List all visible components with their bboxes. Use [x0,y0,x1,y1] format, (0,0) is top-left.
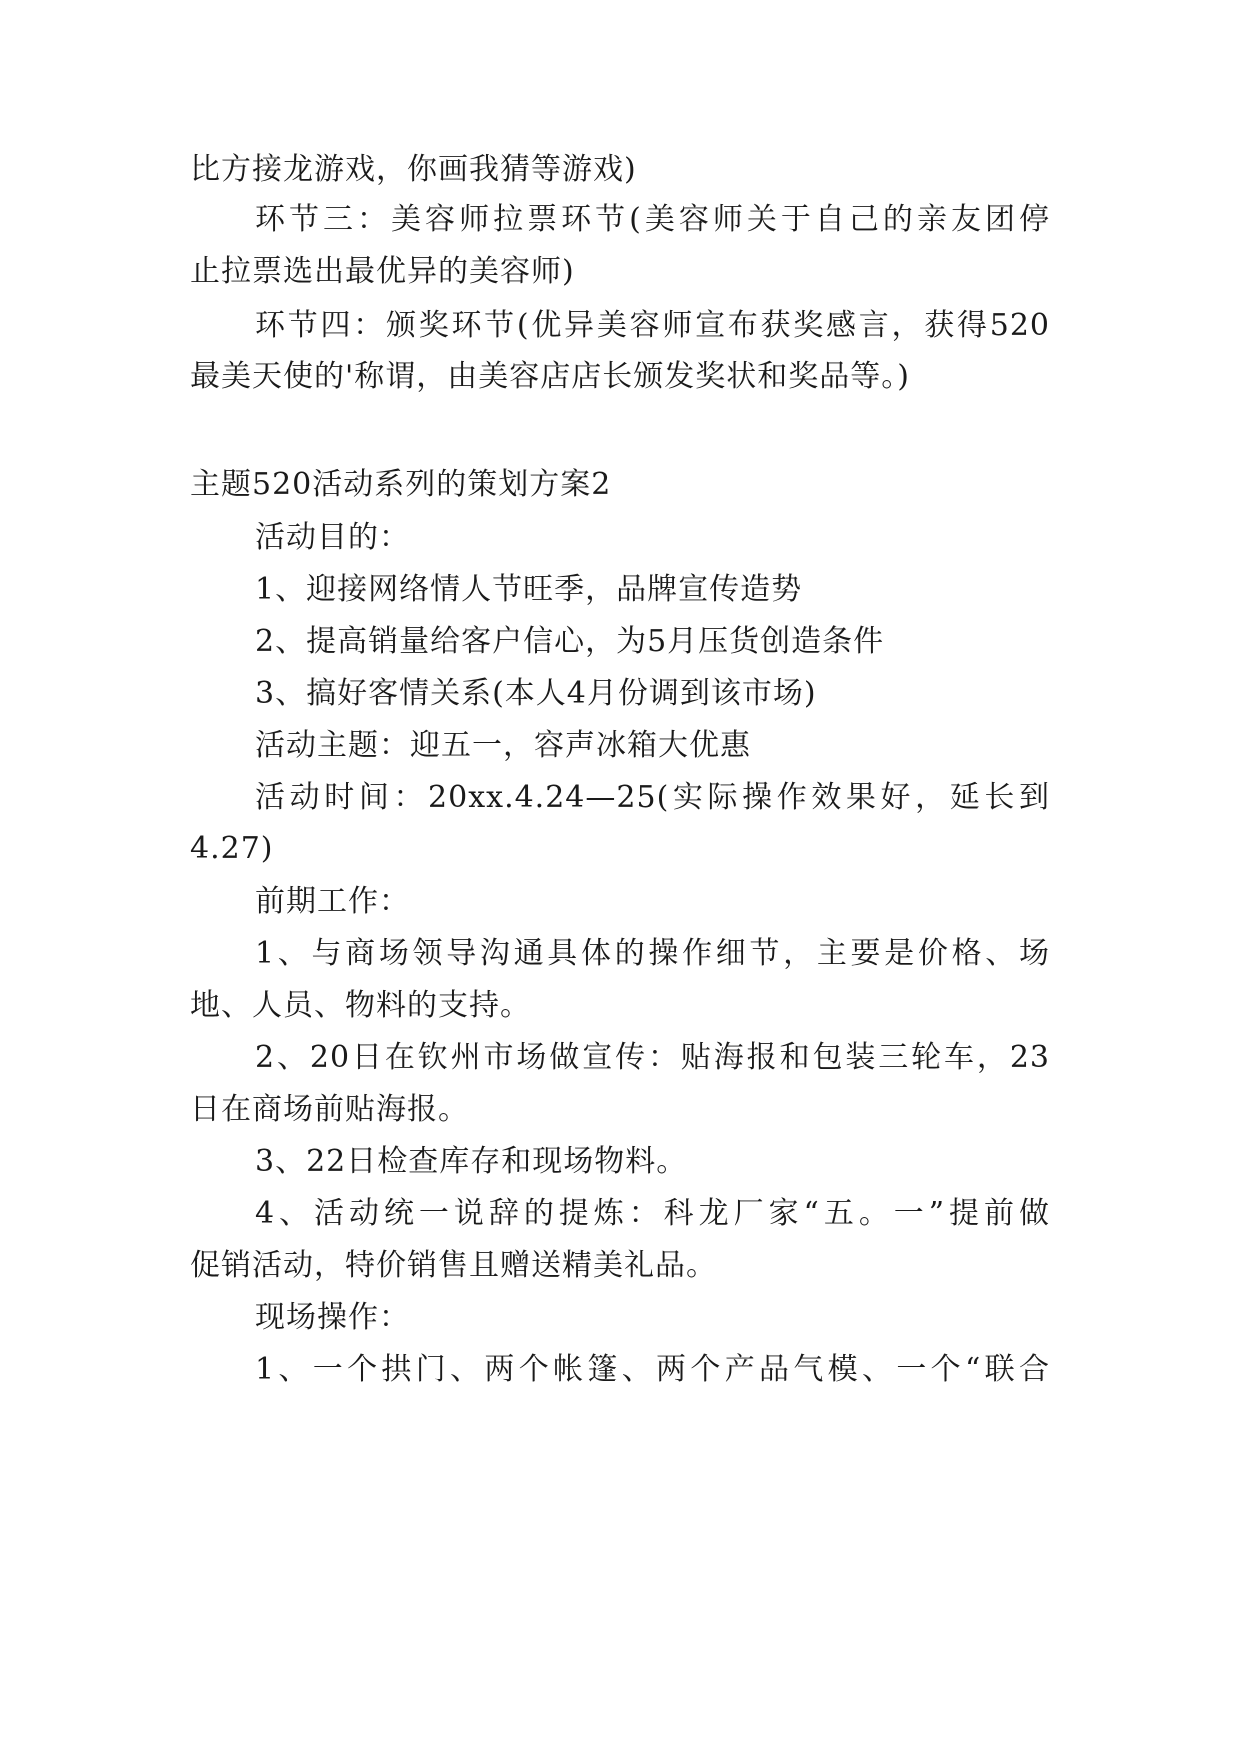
text-line: 3、搞好客情关系(本人4月份调到该市场) [255,676,817,711]
text-line: 止拉票选出最优异的美容师) [190,254,575,289]
text-line: 1、迎接网络情人节旺季，品牌宣传造势 [255,572,803,607]
text-line: 活动目的： [255,520,410,555]
text-line: 活动时间：20xx.4.24—25(实际操作效果好，延长到 [255,780,1050,815]
text-line: 最美天使的'称谓，由美容店店长颁发奖状和奖品等。) [190,359,910,394]
text-line: 2、提高销量给客户信心，为5月压货创造条件 [255,624,885,659]
text-line: 4、活动统一说辞的提炼：科龙厂家“五。一”提前做 [255,1196,1050,1231]
text-line: 比方接龙游戏，你画我猜等游戏) [190,152,637,187]
text-line: 促销活动，特价销售且赠送精美礼品。 [190,1248,717,1283]
text-line: 1、一个拱门、两个帐篷、两个产品气模、一个“联合 [255,1352,1050,1387]
text-line: 4.27) [190,831,274,866]
text-line: 环节三：美容师拉票环节(美容师关于自己的亲友团停 [255,202,1050,237]
text-line: 地、人员、物料的支持。 [190,988,531,1023]
text-line: 日在商场前贴海报。 [190,1092,469,1127]
text-line: 3、22日检查库存和现场物料。 [255,1144,688,1179]
text-line: 1、与商场领导沟通具体的操作细节，主要是价格、场 [255,936,1050,971]
text-line: 活动主题：迎五一，容声冰箱大优惠 [255,728,751,763]
text-line: 2、20日在钦州市场做宣传：贴海报和包装三轮车，23 [255,1040,1050,1075]
section-title: 主题520活动系列的策划方案2 [190,467,612,502]
text-line: 环节四：颁奖环节(优异美容师宣布获奖感言，获得520 [255,308,1050,343]
text-line: 现场操作： [255,1300,410,1335]
text-line: 前期工作： [255,884,410,919]
